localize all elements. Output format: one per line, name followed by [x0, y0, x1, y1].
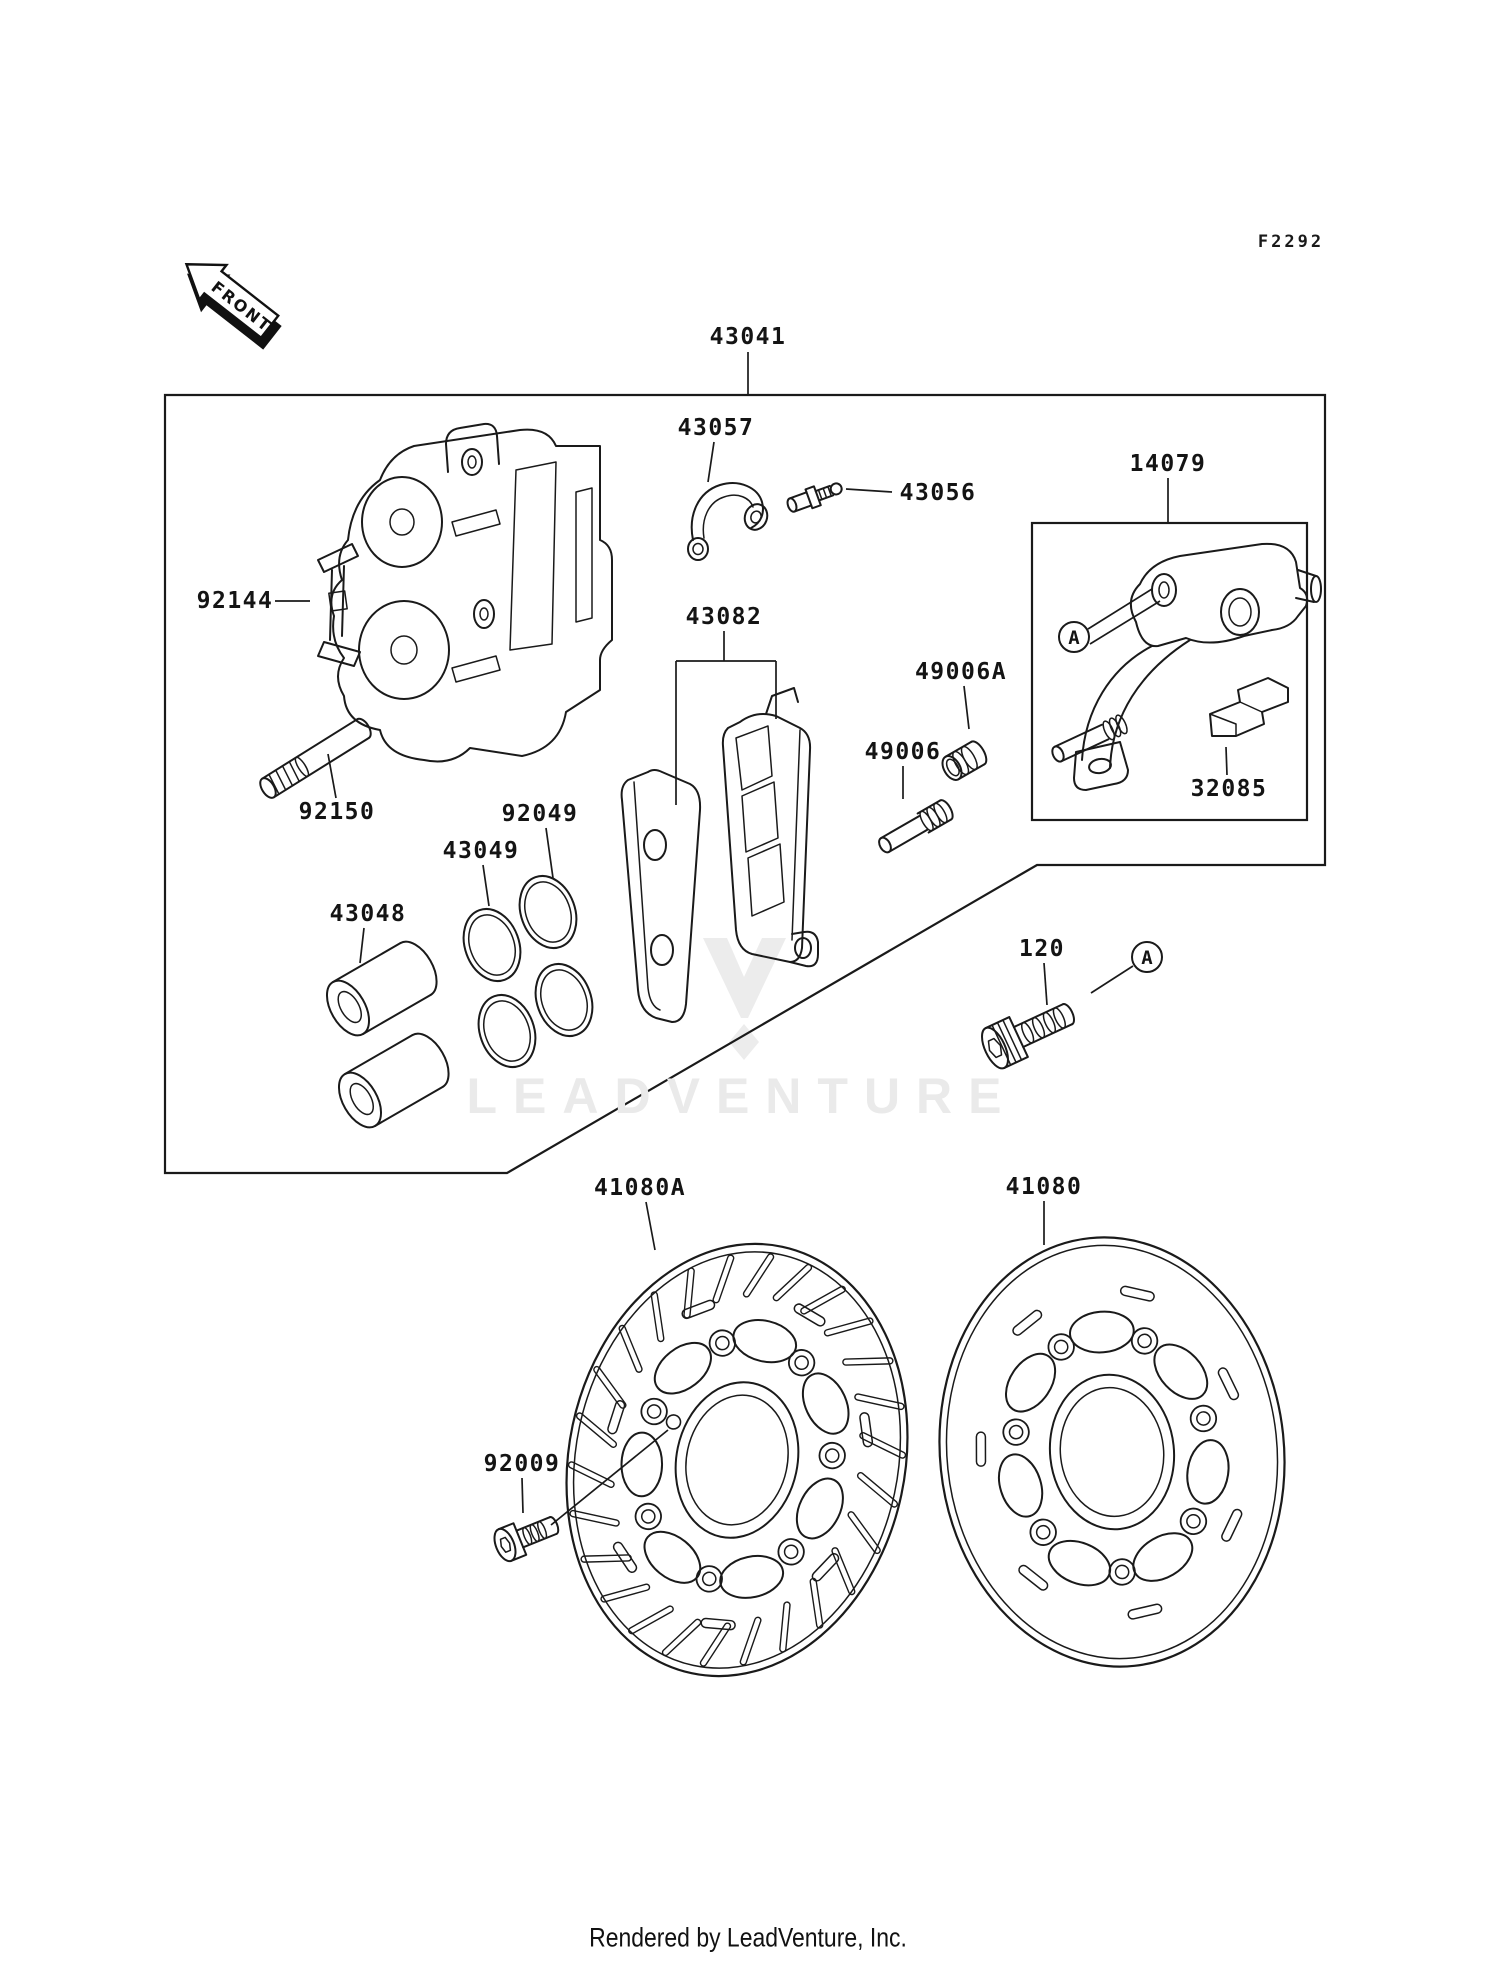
svg-text:A: A [1141, 947, 1153, 969]
part-label-pad-pin: 92150 [298, 799, 376, 825]
detail-marker-a-bracket [1059, 622, 1089, 652]
bleed-screw-drawing [875, 798, 955, 857]
part-label-disc-bolt: 92009 [483, 1451, 561, 1477]
bleed-screw-cap-drawing [939, 739, 990, 784]
part-label-bleed-screw-cap: 49006A [914, 659, 1008, 685]
figure-code: F2292 [1257, 232, 1325, 252]
svg-text:A: A [1068, 627, 1080, 649]
brake-disc-left-drawing [527, 1212, 946, 1708]
part-label-clip: 32085 [1190, 776, 1268, 802]
caliper-holder-drawing [1049, 544, 1321, 790]
part-label-caliper-holder: 14079 [1129, 451, 1207, 477]
piston-seal-rings-drawing [454, 868, 602, 1075]
part-label-hose-clamp: 43057 [677, 415, 755, 441]
clip-drawing [1210, 678, 1288, 736]
brake-caliper-drawing [331, 424, 612, 762]
part-label-seal-outer: 92049 [501, 801, 579, 827]
part-label-seal-inner: 43049 [442, 838, 520, 864]
pad-pin-drawing [257, 716, 374, 800]
part-label-air-bleed-valve: 43056 [899, 480, 977, 506]
part-label-piston: 43048 [329, 901, 407, 927]
air-bleed-valve-drawing [785, 478, 845, 516]
front-arrow-label: FRONT [207, 277, 276, 337]
disc-bolt-drawing [490, 1508, 563, 1564]
part-label-brake-disc-right: 41080 [1005, 1174, 1083, 1200]
socket-bolt-drawing [977, 992, 1082, 1072]
front-direction-arrow-icon [170, 245, 290, 354]
leadventure-logo-watermark-icon [703, 938, 786, 1060]
part-label-socket-bolt: 120 [1018, 936, 1066, 962]
watermark-text: LEADVENTURE [466, 1068, 1018, 1124]
part-label-brake-disc-left: 41080A [593, 1175, 687, 1201]
detail-marker-a-right [1132, 942, 1162, 972]
part-label-assembly: 43041 [709, 324, 787, 350]
part-label-bleed-screw: 49006 [864, 739, 942, 765]
part-label-pad-spring: 92144 [196, 588, 274, 614]
footer-credit: Rendered by LeadVenture, Inc. [589, 1922, 907, 1953]
caliper-piston-drawing [318, 935, 457, 1135]
hose-clamp-drawing [688, 483, 771, 560]
brake-disc-right-drawing [918, 1220, 1305, 1684]
part-label-pad-set: 43082 [685, 604, 763, 630]
